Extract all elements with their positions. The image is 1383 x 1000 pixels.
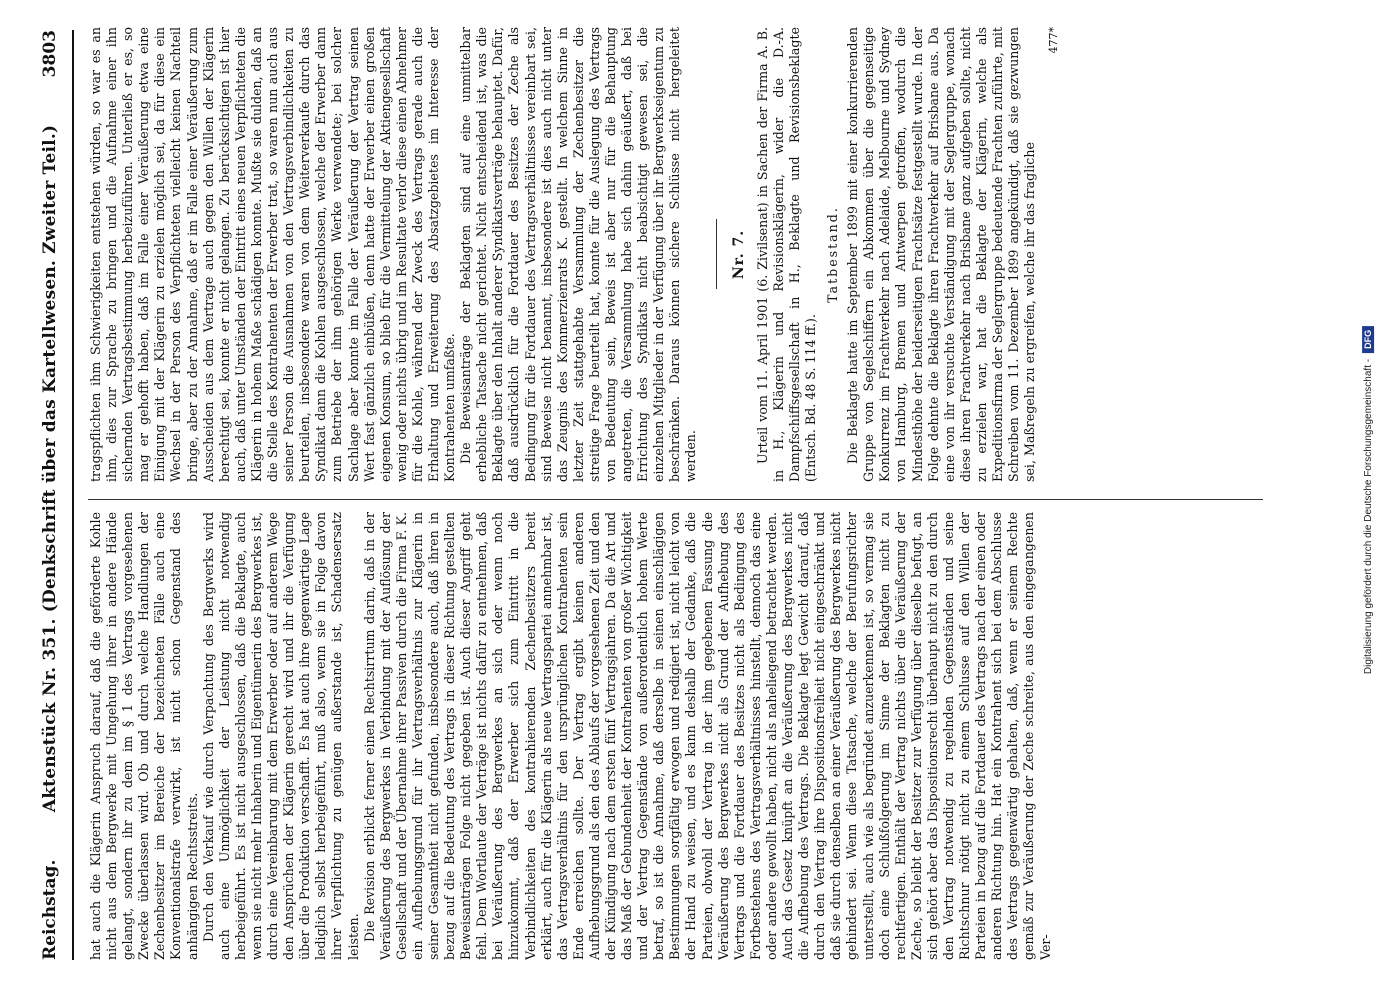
digitization-text: Digitalisierung gefördert durch die Deutsche Forschungsgemeinschaft - <box>1362 358 1374 675</box>
page-header <box>40 30 74 960</box>
paragraph: hat auch die Klägerin Anspruch darauf, daß die geförderte Kohle nicht aus dem Bergwerke mit Umgehung ihrer in andere Hände gelangt, sondern ihr zu dem im § 1 des Vertrags vorgesehenen Zwecke überlassen wird. Ob und durch welche Handlungen der Zechenbesitzer im Bereiche der bezeichneten Fälle auch eine Konventionalstrafe verwirkt, ist nicht schon Gegenstand des anhängigen Rechtsstreits. <box>88 512 200 960</box>
header-title: Aktenstück Nr. 351. (Denkschrift über das Kartellwesen. Zweiter Teil.) <box>40 124 60 813</box>
paragraph: Durch den Verkauf wie durch Verpachtung des Bergwerks wird auch eine Unmöglichkeit der Leistung nicht notwendig herbeigeführt. Es ist nicht ausgeschlossen, daß die Beklagte, auch wenn sie nicht mehr Inhaberin und Eigentümerin des Bergwerkes ist, durch eine Vereinbarung mit dem Erwerber oder auf anderem Wege den Ansprüchen der Klägerin gerecht wird und ihr die Verfügung über die Produktion verschafft. Es hat auch ihre gegenwärtige Lage lediglich selbst herbeigeführt, muß also, wenn sie in Folge davon ihrer Verpflichtung zu genügen außerstande ist, Schadensersatz leisten. <box>200 512 361 960</box>
header-left: Reichstag. <box>40 859 60 960</box>
paragraph: Die Beweisanträge der Beklagten sind auf eine unmittelbar erhebliche Tatsache nicht gerichtet. Nicht entscheidend ist, was die Beklagte über den Inhalt anderer Syndikatsverträge behauptet. Dafür, daß ausdrücklich für die Fortdauer des Besitzes der Zeche als Bedingung für die Fortdauer des Vertragsverhältnisses vereinbart sei, sind Beweise nicht benannt, insbesondere ist dies auch nicht unter das Zeugnis des Kommerzienrats K. gestellt. In welchem Sinne in letzter Zeit stattgehabte Versammlung der Zechenbesitzer die streitige Frage beurteilt hat, konnte für die Auslegung des Vertrags von Bedeutung sein, Beweis ist aber nur für die Behauptung angetreten, die Versammlung habe sich dahin geäußert, daß bei Errichtung des Syndikats nicht beabsichtigt gewesen sei, die einzelnen Mitglieder in der Verfügung über ihr Bergwerkseigentum zu beschränken. Daraus können sichere Schlüsse nicht hergeleitet werden. <box>458 27 699 482</box>
paragraph: Die Revision erblickt ferner einen Rechtsirrtum darin, daß in der Veräußerung des Bergwerkes in Verbindung mit der Auflösung der Gesellschaft und der Übernahme ihrer Passiven durch die Firma F. K. ein Aufhebungsgrund für ihr Vertragsverhältnis zur Klägerin in seiner Gesamtheit nicht gefunden, insbesondere auch, daß ihren in bezug auf die Bedeutung des Vertrags in dieser Richtung gestellten Beweisanträgen Folge nicht gegeben ist. Auch dieser Angriff geht fehl. Dem Wortlaute der Verträge ist nichts dafür zu entnehmen, daß bei Veräußerung des Bergwerkes an sich oder wenn noch hinzukommt, daß der Erwerber sich zum Eintritt in die Verbindlichkeiten des kontrahierenden Zechenbesitzers bereit erklärt, auch für die Klägerin als neue Vertragspartei annehmbar ist, das Vertragsverhältnis für den ursprünglichen Kontrahenten sein Ende erreichen sollte. Der Vertrag ergibt keinen anderen Aufhebungsgrund als den des Ablaufs der vorgesehenen Zeit und den der Kündigung nach dem ersten fünf Vertragsjahren. Da die Art und das Maß der Gebundenheit der Kontrahenten von großer Wichtigkeit und der Vertrag Gegenstände von außerordentlich hohem Werte betraf, so ist die Annahme, daß derselbe in seinen einschlägigen Bestimmungen sorgfältig erwogen und redigiert ist, nicht leicht von der Hand zu weisen, und es kann deshalb der Gedanke, daß die Parteien, obwohl der Vertrag in der ihm gegebenen Fassung die Veräußerung des Bergwerkes nicht als Grund der Aufhebung des Vertrags und die Fortdauer des Besitzes nicht als Bedingung des Fortbestehens des Vertragsverhältnisses hinstellt, dennoch das eine oder andere gewollt haben, nicht als naheliegend betrachtet werden. Auch das Gesetz knüpft an die Veräußerung des Bergwerkes nicht die Aufhebung des Vertrags. Die Beklagte legt Gewicht darauf, daß durch den Vertrag ihre Dispositionsfreiheit nicht eingeschränkt und daß sie durch denselben an einer Veräußerung des Bergwerkes nicht gehindert sei. Wenn diese Tatsache, welche der Berufungsrichter unterstellt, auch wie als begründet anzuerkennen ist, so vermag sie doch eine Schlußfolgerung im Sinne der Beklagten nicht zu rechtfertigen. Enthält der Vertrag nichts über die Veräußerung der Zeche, so bleibt der Besitzer zur Verfügung über dieselbe befugt, an sich gehört aber das Dispositionsrecht überhaupt nicht zu den durch den Vertrag notwendig zu regelnden Gegenständen und seine Richtschnur nötigt nicht zu einem Schlusse auf den Willen der Parteien in bezug auf die Fortdauer des Vertrags nach der einen oder anderen Richtung hin. Hat ein Kontrahent sich bei dem Abschlusse des Vertrags gegenwärtig gehalten, daß, wenn er seinem Rechte gemäß zur Veräußerung der Zeche schreite, aus den eingegangenen Ver- <box>361 512 1053 960</box>
page-marker: 477* <box>1047 27 1061 54</box>
paragraph: tragspflichten ihm Schwierigkeiten entstehen würden, so war es an ihm, dies zur Sprache zu bringen und die Aufnahme einer ihn sichernden Vertragsbestimmung herbeizuführen. Unterließ er es, so mag er gehofft haben, daß im Falle einer Veräußerung etwa eine Einigung mit der Klägerin zu erzielen möglich sei, da für diese ein Wechsel in der Person des Verpflichteten vielleicht keinen Nachteil bringe, aber zu der Annahme, daß er im Falle einer Veräußerung zum Ausscheiden aus dem Vertrage auch gegen den Willen der Klägerin berechtigt sei, konnte er nicht gelangen. Zu berücksichtigen ist hier auch, daß unter Umständen der Eintritt eines neuen Verpflichteten die Klägerin in hohem Maße schädigen konnte. Mußte sie dulden, daß an die Stelle des Kontrahenten der Erwerber trat, so waren nun auch aus seiner Person die Ausnahmen von den Vertragsverbindlichkeiten zu beurteilen, insbesondere waren von dem Weiterverkaufe durch das Syndikat dann die Kohlen ausgeschlossen, welche der Erwerber dann zum Betriebe der ihm gehörigen Werke verwendete; bei solcher Sachlage aber konnte im Falle der Veräußerung der Vertrag seinen Wert fast gänzlich einbüßen, denn hatte der Erwerber einen großen eigenen Konsum, so blieb für die Vermittelung der Aktiengesellschaft wenig oder nichts übrig und im Resultate verlor diese einen Abnehmer für die Kohle, während der Zweck des Vertrags gerade auch die Erhaltung und Erweiterung des Absatzgebietes im Interesse der Kontrahenten umfaßte. <box>88 27 458 482</box>
column-divider <box>88 499 1263 500</box>
left-column <box>88 512 1263 960</box>
section-rule <box>716 220 717 290</box>
digitization-note <box>1353 0 1383 1000</box>
right-column <box>88 27 1263 482</box>
judgment-intro: Urteil vom 11. April 1901 (6. Zivilsenat) in Sachen der Firma A. B. in H., Klägerin und Revisionsklägerin, wider die D.-A. Dampfschiffsgesellschaft in H., Beklagte und Revisionsbeklagte (Entsch. Bd. 48 S. 114 ff.). <box>754 27 818 482</box>
subheading: Tatbestand. <box>825 206 841 303</box>
page-number: 3803 <box>40 30 60 78</box>
paragraph: Die Beklagte hatte im September 1899 mit einer konkurrierenden Gruppe von Segelschiffern ein Abkommen über die gegenseitige Konkurrenz im Frachtverkehr nach Adelaide, Melbourne und Sydney von Hamburg, Bremen und Antwerpen getroffen, wodurch die Mindesthöhe der beiderseitigen Frachtsätze festgestellt wurde. In der Folge dehnte die Beklagte ihren Frachtverkehr auf Brisbane aus. Da eine von ihr versuchte Verständigung mit der Seglergruppe, wonach diese ihren Frachtverkehr nach Brisbane ganz aufgeben sollte, nicht zu erzielen war, hat die Beklagte der Klägerin, welche als Expeditionsfirma der Seglergruppe bedeutende Frachten zuführte, mit Schreiben vom 11. Dezember 1899 angekündigt, daß sie gezwungen sei, Maßregeln zu ergreifen, welche ihr das fragliche <box>845 27 1038 482</box>
dfg-logo: DFG <box>1362 326 1374 353</box>
document-number: Nr. 7. <box>730 229 747 280</box>
